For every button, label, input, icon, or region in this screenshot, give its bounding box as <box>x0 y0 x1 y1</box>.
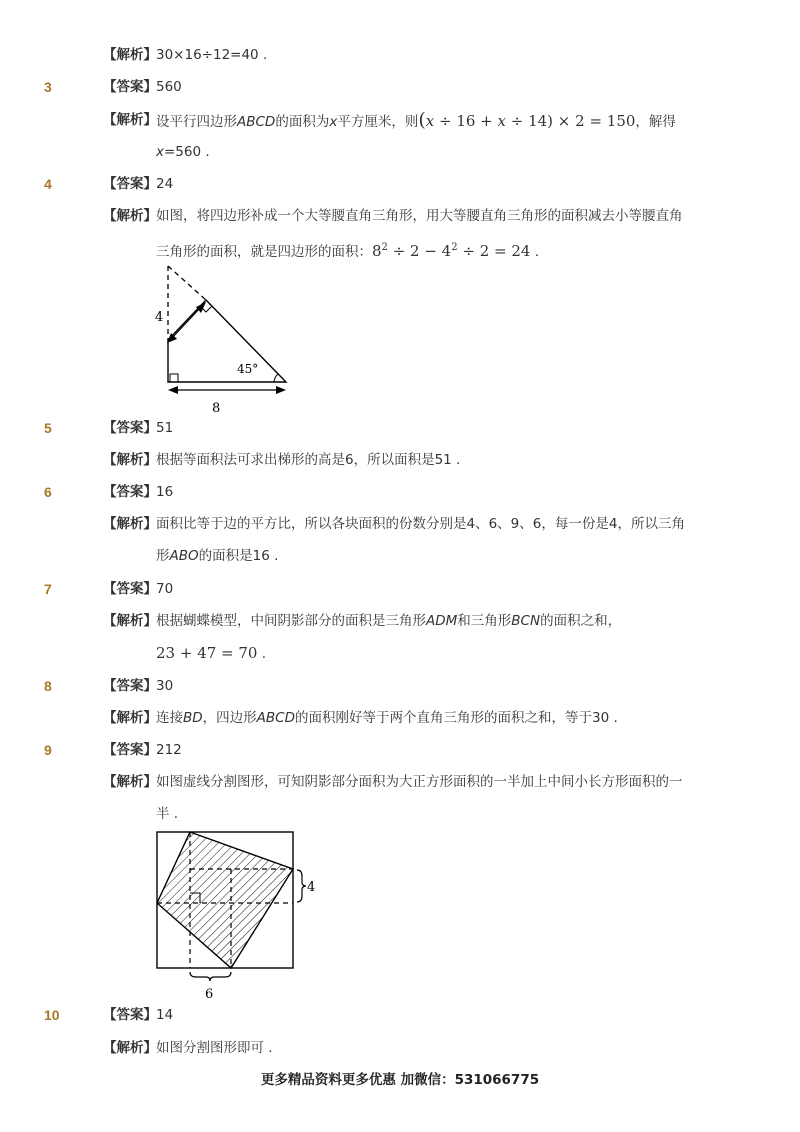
analysis-tag: 【解析】 <box>103 47 157 63</box>
answer-tag: 【答案】 <box>103 420 157 436</box>
analysis-text-cont: 三角形的面积，就是四边形的面积：$8^2 \div 2 - 4^2 \div 2 = 24$ . <box>156 242 540 260</box>
analysis-text: 根据蝴蝶模型，中间阴影部分的面积是三角形ADM和三角形BCN的面积之和， <box>156 613 622 629</box>
math-expression: 23 + 47 = 70 <box>156 644 258 662</box>
label-4: 4 <box>307 880 316 895</box>
brace-bottom <box>190 972 231 981</box>
problem-number: 8 <box>44 678 52 694</box>
answer-tag: 【答案】 <box>103 176 157 192</box>
label-side: 4 <box>155 310 164 325</box>
arrowhead <box>276 386 286 394</box>
analysis-text: 30×16÷12=40 . <box>156 47 268 63</box>
arrowhead <box>168 386 178 394</box>
answer-value: 16 <box>156 484 174 500</box>
analysis-tag: 【解析】 <box>103 516 157 532</box>
problem-number: 6 <box>44 484 52 500</box>
triangle-figure <box>150 262 300 418</box>
problem-number: 3 <box>44 79 52 95</box>
square-figure <box>150 826 330 1004</box>
quadrilateral <box>168 300 286 382</box>
analysis-text: 面积比等于边的平方比，所以各块面积的份数分别是4、6、9、6，每一份是4，所以三角 <box>156 516 685 532</box>
analysis-text: 如图，将四边形补成一个大等腰直角三角形，用大等腰直角三角形的面积减去小等腰直角 <box>156 208 683 224</box>
problem-number: 7 <box>44 581 52 597</box>
analysis-text-cont: x=560 . <box>156 144 210 160</box>
answer-tag: 【答案】 <box>103 1007 157 1023</box>
dimension-line-4 <box>172 307 201 338</box>
answer-tag: 【答案】 <box>103 581 157 597</box>
analysis-text-cont: 23 + 47 = 70 . <box>156 644 267 662</box>
analysis-text: 连接BD，四边形ABCD的面积刚好等于两个直角三角形的面积之和，等于30 . <box>156 710 618 726</box>
label-6: 6 <box>205 987 214 1002</box>
dashed-edge-diagonal <box>168 266 206 300</box>
math-expression: $8^2 \div 2 - 4^2 \div 2 = 24$ <box>372 242 531 260</box>
analysis-tag: 【解析】 <box>103 112 157 128</box>
problem-number: 9 <box>44 742 52 758</box>
analysis-tag: 【解析】 <box>103 774 157 790</box>
answer-value: 560 <box>156 79 182 95</box>
math-expression: (x ÷ 16 + x ÷ 14) × 2 = 150 <box>418 109 636 131</box>
analysis-tag: 【解析】 <box>103 452 157 468</box>
analysis-text: 根据等面积法可求出梯形的高是6，所以面积是51 . <box>156 452 461 468</box>
label-base: 8 <box>212 401 221 416</box>
answer-value: 51 <box>156 420 174 436</box>
answer-tag: 【答案】 <box>103 484 157 500</box>
analysis-text: 如图分割图形即可 . <box>156 1040 273 1056</box>
analysis-tag: 【解析】 <box>103 208 157 224</box>
answer-value: 14 <box>156 1007 174 1023</box>
shaded-square <box>157 832 293 968</box>
analysis-text-cont: 形ABO的面积是16 . <box>156 548 279 564</box>
answer-value: 212 <box>156 742 182 758</box>
answer-tag: 【答案】 <box>103 79 157 95</box>
right-angle-mark <box>170 374 178 382</box>
answer-value: 30 <box>156 678 174 694</box>
answer-value: 24 <box>156 176 174 192</box>
problem-number: 4 <box>44 176 52 192</box>
problem-number: 10 <box>44 1007 60 1023</box>
footer-promo: 更多精品资料更多优惠 加微信：531066775 <box>260 1072 540 1088</box>
answer-tag: 【答案】 <box>103 742 157 758</box>
problem-number: 5 <box>44 420 52 436</box>
analysis-text: 如图虚线分割图形，可知阴影部分面积为大正方形面积的一半加上中间小长方形面积的一 <box>156 774 683 790</box>
angle-arc <box>274 374 278 382</box>
analysis-tag: 【解析】 <box>103 613 157 629</box>
analysis-text-cont: 半 . <box>156 806 179 822</box>
analysis-text: 设平行四边形ABCD的面积为x平方厘米，则(x ÷ 16 + x ÷ 14) × 2 = 150，解得 <box>156 109 676 131</box>
label-angle: 45° <box>237 362 259 376</box>
analysis-tag: 【解析】 <box>103 1040 157 1056</box>
brace-right <box>297 870 306 902</box>
answer-tag: 【答案】 <box>103 678 157 694</box>
analysis-tag: 【解析】 <box>103 710 157 726</box>
answer-value: 70 <box>156 581 174 597</box>
